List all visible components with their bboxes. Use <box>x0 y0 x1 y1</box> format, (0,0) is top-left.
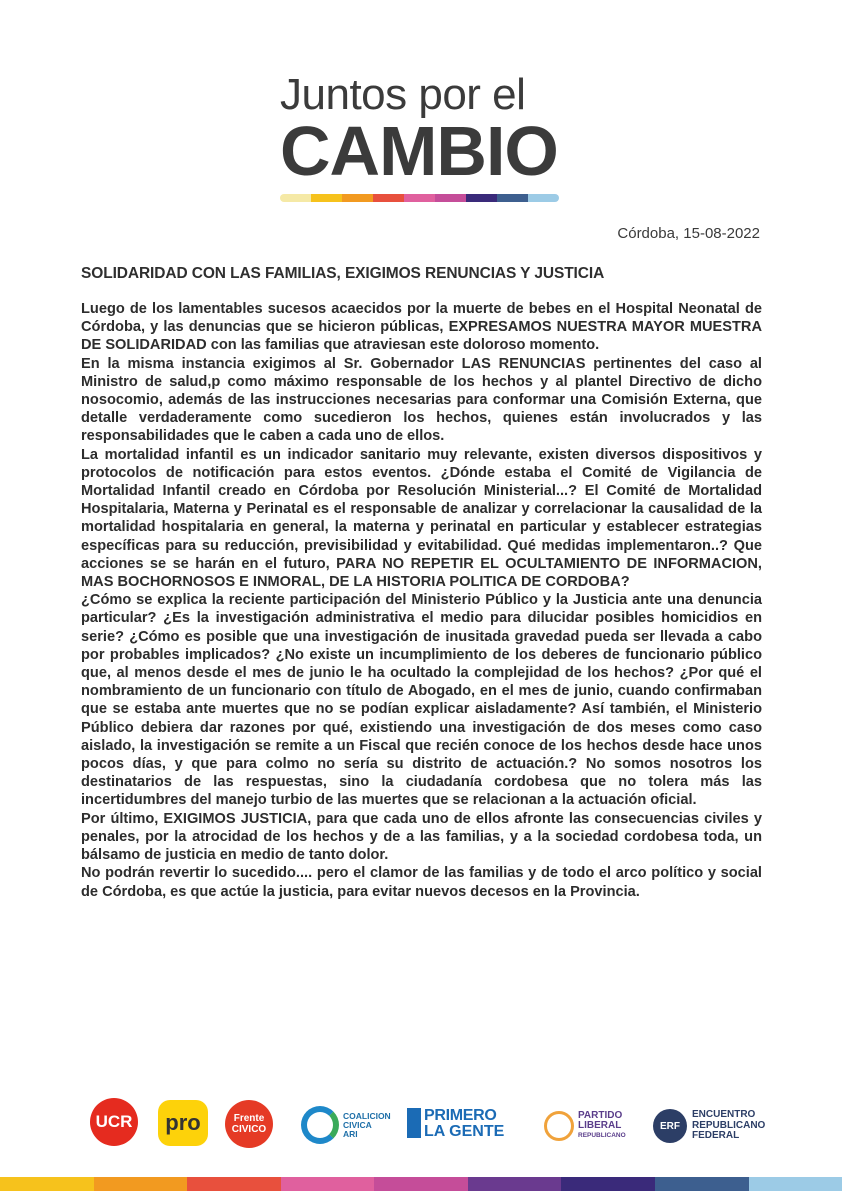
footer-color-segment <box>187 1177 281 1191</box>
plg-line-2: LA GENTE <box>424 1123 505 1140</box>
pro-logo-text: pro <box>165 1110 201 1135</box>
paragraph: Luego de los lamentables sucesos acaecidos por la muerte de bebes en el Hospital Neonatal de Córdoba, y las denuncias que se hicieron públicas, EXPRESAMOS NUESTRA MAYOR MUESTRA DE SOLIDARIDAD con las familias que atraviesan este doloroso momento. <box>81 301 762 354</box>
document-title: SOLIDARIDAD CON LAS FAMILIAS, EXIGIMOS RENUNCIAS Y JUSTICIA <box>81 265 605 282</box>
logo-line-2: CAMBIO <box>280 112 558 190</box>
paragraph: No podrán revertir lo sucedido.... pero el clamor de las familias y de todo el arco político y social de Córdoba, es que actúe la justicia, para evitar nuevos decesos en la Provincia. <box>81 865 762 900</box>
partido-liberal-republicano-logo <box>544 1104 638 1148</box>
pro-logo <box>158 1100 208 1146</box>
coalicion-civica-ari-logo <box>301 1102 399 1148</box>
erf-line-3: FEDERAL <box>692 1130 740 1142</box>
ucr-logo-text: UCR <box>95 1112 133 1131</box>
erf-line-2: REPUBLICANO <box>692 1119 766 1131</box>
footer-color-segment <box>468 1177 562 1191</box>
paragraph: En la misma instancia exigimos al Sr. Gobernador LAS RENUNCIAS pertinentes del caso al Ministro de salud,p como máximo responsable de los hechos y al plantel Directivo de dicho nosocomio, además de las instrucciones necesarias para conformar una Comisión Externa, que detalle verdaderamente como sucedieron los hechos, quienes están involucrados y las responsabilidades que le caben a cada uno de ellos. <box>81 355 762 445</box>
footer-color-bar <box>0 1177 842 1191</box>
party-logos-row <box>88 1096 768 1156</box>
footer-color-segment <box>561 1177 655 1191</box>
logo-color-segment <box>497 194 528 202</box>
footer-color-segment <box>0 1177 94 1191</box>
erf-logo-text <box>692 1110 765 1142</box>
cca-line-3: ARI <box>343 1128 358 1139</box>
cca-logo-text <box>343 1112 391 1139</box>
logo-color-segment <box>466 194 497 202</box>
logo-color-segment <box>435 194 466 202</box>
frente-logo-text-1: Frente <box>233 1113 265 1124</box>
logo-line-1: Juntos por el <box>280 70 526 119</box>
logo-color-segment <box>342 194 373 202</box>
logo-color-segment <box>373 194 404 202</box>
plr-line-1: PARTIDO <box>578 1110 623 1121</box>
cca-line-2: CIVICA <box>343 1119 372 1130</box>
paragraph: La mortalidad infantil es un indicador sanitario muy relevante, existen diversos dispositivos y protocolos de notificación para estos eventos. ¿Dónde estaba el Comité de Vigilancia de Mortalidad Infantil creado en Córdoba por Resolución Ministerial...? El Comité de Mortalidad Hospitalaria, Materna y Perinatal es el responsable de analizar y correlacionar la causalidad de la mortalidad hospitalaria en general, la materna y perinatal en particular y establecer estrategias específicas para su reducción, previsibilidad y evitabilidad. Qué medidas implementaron..? Que acciones se se harán en el futuro, PARA NO REPETIR EL OCULTAMIENTO DE INFORMACION, MAS BOCHORNOSOS E INMORAL, DE LA HISTORIA POLITICA DE CORDOBA? <box>81 446 762 591</box>
footer-color-segment <box>374 1177 468 1191</box>
logo-color-bar <box>280 194 559 202</box>
plr-sun-icon <box>544 1111 574 1141</box>
plr-line-3: REPUBLICANO <box>578 1132 626 1139</box>
document-body <box>81 300 762 901</box>
footer-color-segment <box>655 1177 749 1191</box>
frente-logo-text-2: CIVICO <box>231 1124 267 1135</box>
logo-color-segment <box>311 194 342 202</box>
encuentro-republicano-federal-logo <box>653 1104 773 1148</box>
juntos-por-el-cambio-logo <box>280 72 562 202</box>
footer-color-segment <box>749 1177 842 1191</box>
cca-ring-icon <box>301 1106 339 1144</box>
paragraph: ¿Cómo se explica la reciente participación del Ministerio Público y la Justicia ante una denuncia particular? ¿Es la investigación administrativa el medio para dilucidar posibles homicidios en serie? ¿Cómo es posible que una investigación de inusitada gravedad pueda ser llevada a cabo por probables implicados? ¿No existe un incumplimiento de los deberes de funcionario público que, al menos desde el mes de junio le ha ocultado la complejidad de los hechos? ¿Por qué el nombramiento de un funcionario con título de Abogado, en el mes de junio, cuando confirmaban que se estaba ante muertes que no se podían explicar aisladamente? Así también, el Ministerio Público debiera dar razones por qué, existiendo una investigación de dos meses como caso aislado, la investigación se remite a un Fiscal que recién conoce de los hechos desde hace unos pocos días, y que para colmo no sería su distrito de actuación.? No somos nosotros los destinatarios de las respuestas, sino la ciudadanía cordobesa que no tolera más las incertidumbres del manejo turbio de las muertes que se relacionan a la actuación oficial. <box>81 592 762 809</box>
cca-line-1: COALICION <box>343 1110 391 1121</box>
frente-civico-logo <box>225 1100 273 1148</box>
ucr-logo <box>90 1098 138 1146</box>
footer-color-segment <box>281 1177 375 1191</box>
plr-line-2: LIBERAL <box>578 1120 622 1131</box>
erf-line-1: ENCUENTRO <box>692 1109 756 1121</box>
plg-flag-icon <box>407 1108 421 1138</box>
footer-color-segment <box>94 1177 188 1191</box>
paragraph: Por último, EXIGIMOS JUSTICIA, para que cada uno de ellos afronte las consecuencias civiles y penales, por la atrocidad de los hechos y de a las familias, y a la sociedad cordobesa toda, un bálsamo de justicia en medio de tanto dolor. <box>81 810 762 864</box>
logo-color-segment <box>280 194 311 202</box>
erf-circle-icon: ERF <box>653 1109 687 1143</box>
plg-line-1: PRIMERO <box>424 1107 497 1124</box>
plr-logo-text <box>578 1111 626 1141</box>
document-date: Córdoba, 15-08-2022 <box>617 225 760 242</box>
logo-color-segment <box>528 194 559 202</box>
logo-color-segment <box>404 194 435 202</box>
primero-la-gente-logo <box>407 1108 523 1144</box>
